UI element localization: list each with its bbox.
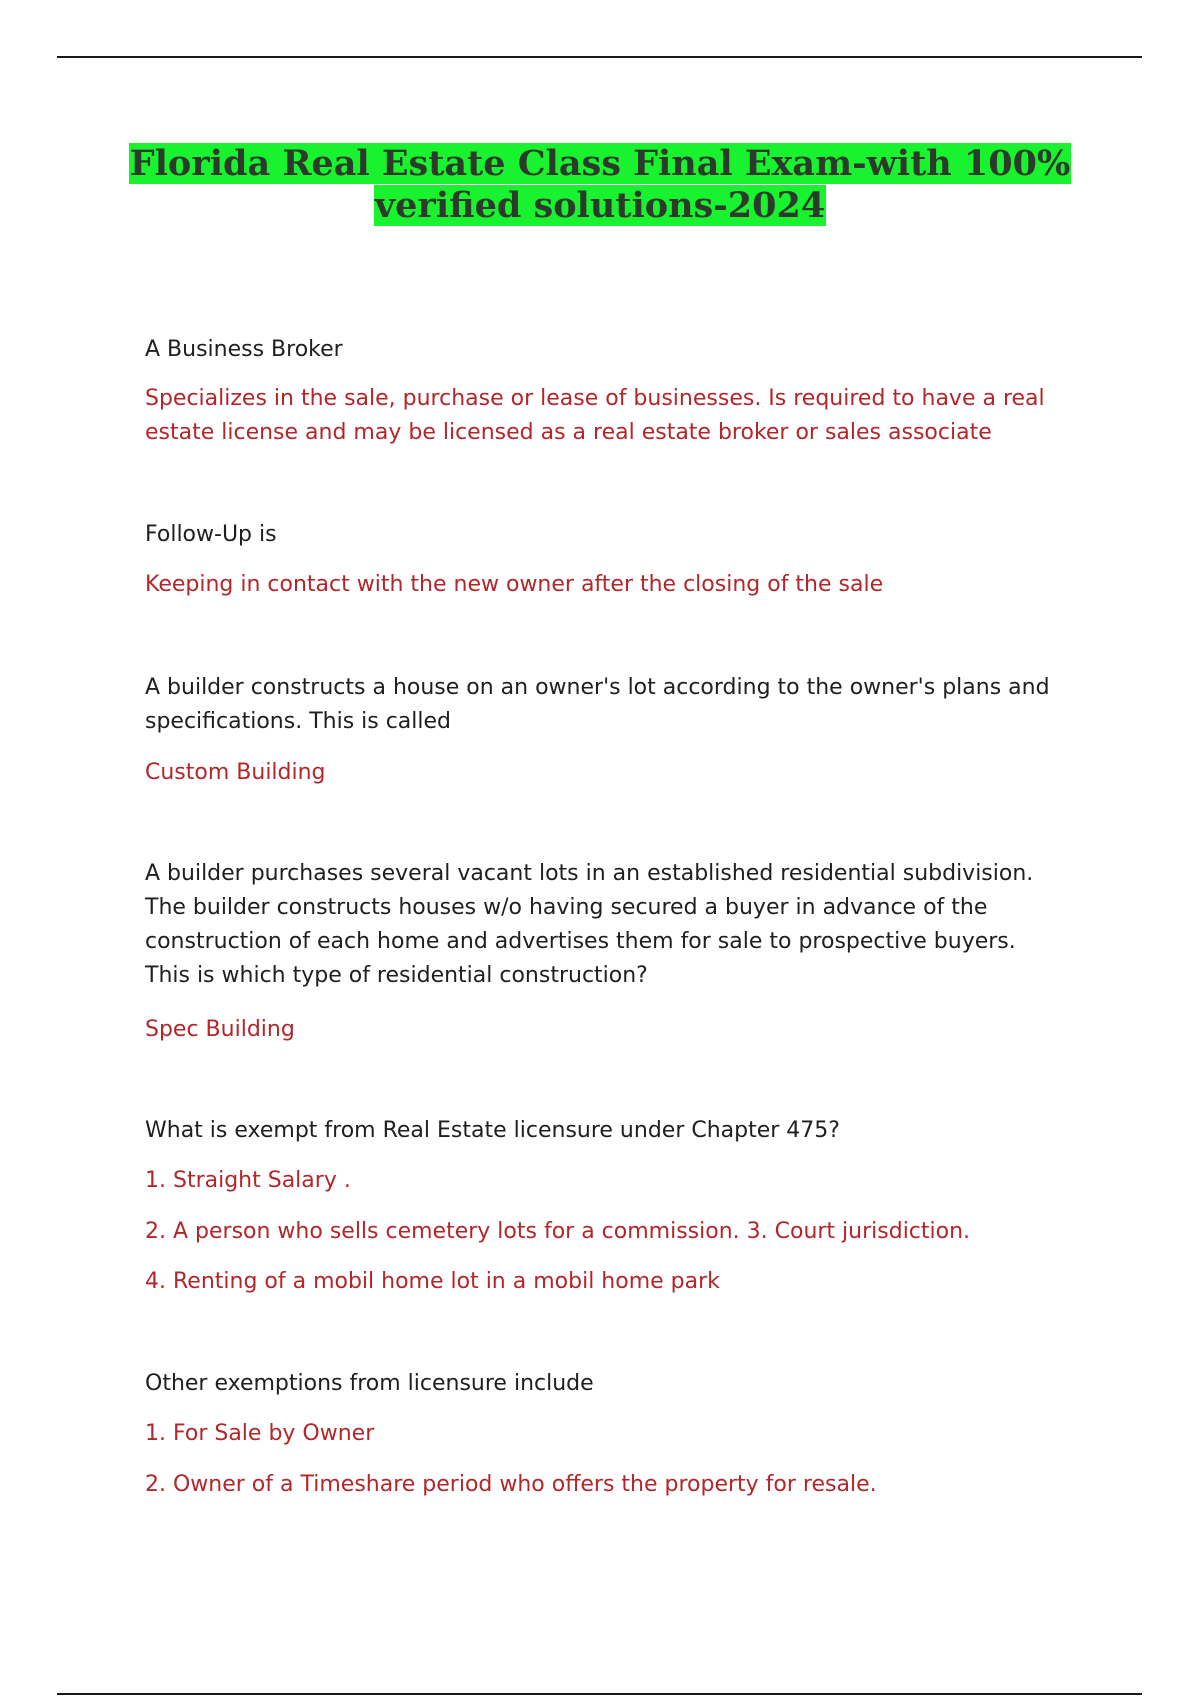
title-line-1: Florida Real Estate Class Final Exam-with 100% <box>129 143 1071 184</box>
answer-text: 2. A person who sells cemetery lots for a commission. 3. Court jurisdiction. <box>145 1219 971 1244</box>
title-line-2: verified solutions-2024 <box>374 185 826 226</box>
answer-text: Specializes in the sale, purchase or lease of businesses. Is required to have a real estate license and may be licensed as a real estate broker or sales associate <box>145 386 1045 445</box>
question-text: A Business Broker <box>145 337 343 362</box>
answer-text: 2. Owner of a Timeshare period who offers the property for resale. <box>145 1472 877 1497</box>
answer-text: 1. Straight Salary . <box>145 1168 351 1193</box>
question-text: Follow-Up is <box>145 522 277 547</box>
footer-rule <box>57 1693 1142 1695</box>
question-text: A builder constructs a house on an owner's lot according to the owner's plans and specifications. This is called <box>145 675 1050 734</box>
answer-text: 1. For Sale by Owner <box>145 1421 375 1446</box>
header-rule <box>57 56 1142 58</box>
question-text: A builder purchases several vacant lots in an established residential subdivision. The builder constructs houses w/o having secured a buyer in advance of the construction of each home and advertises them for sale to prospective buyers. This is which type of residential construction? <box>145 861 1034 988</box>
question-text: What is exempt from Real Estate licensure under Chapter 475? <box>145 1118 840 1143</box>
question-text: Other exemptions from licensure include <box>145 1371 594 1396</box>
document-title <box>100 143 1100 227</box>
answer-text: 4. Renting of a mobil home lot in a mobil home park <box>145 1269 720 1294</box>
answer-text: Custom Building <box>145 760 326 785</box>
answer-text: Keeping in contact with the new owner after the closing of the sale <box>145 572 884 597</box>
answer-text: Spec Building <box>145 1017 295 1042</box>
